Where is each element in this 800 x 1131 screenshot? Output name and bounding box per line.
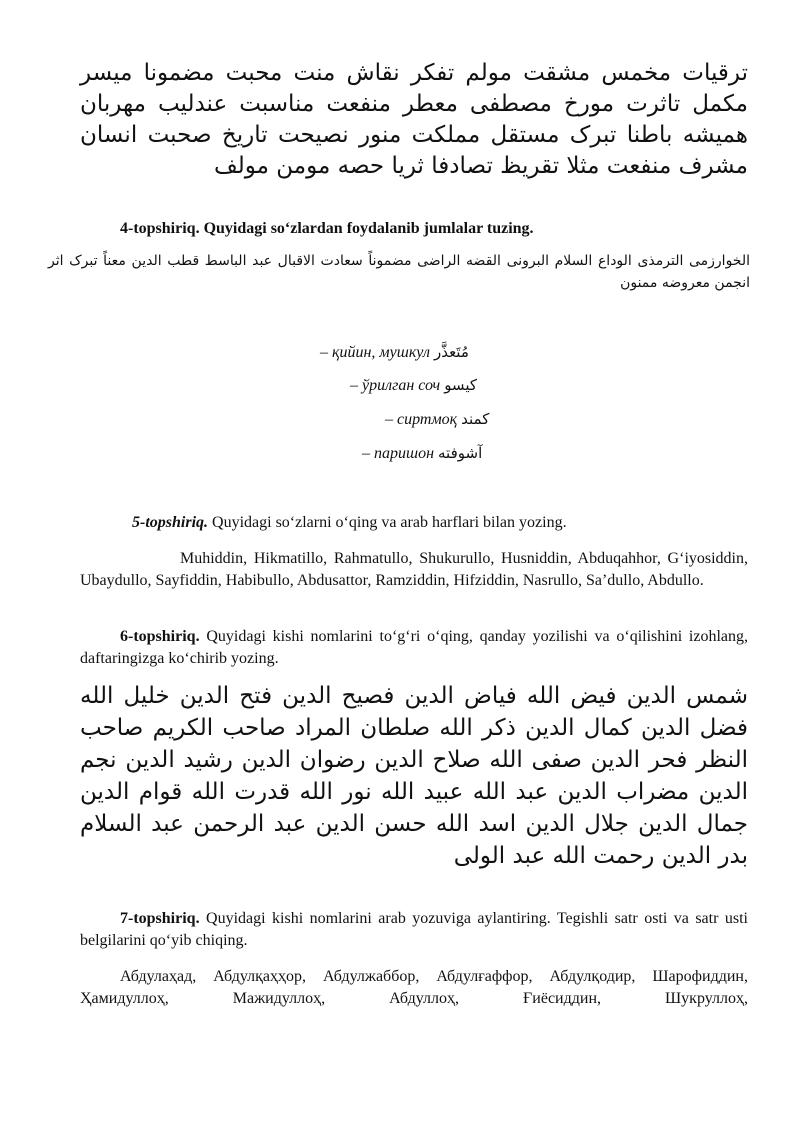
arabic-word-list: ترقیات مخمس مشقت مولم تفکر نقاش منت محبت مضمونا میسر مکمل تاثرت مورخ مصطفی معطر منفعت مناسبت عندلیب مهربان همیشه باطنا تبرک مستقل مملکت منور نصیحت تاریخ صحبت انسان مشرف منفعت مثلا تقریظ تصادفا ثریا حصه مومن مولف — [80, 60, 748, 179]
task7-names: Абдулаҳад, Абдулқаҳҳор, Абдулжаббор, Абдулғаффор, Абдулқодир, Шарофиддин, Ҳамидуллоҳ, Мажидуллоҳ, Абдуллоҳ, Ғиёсиддин, Шукруллоҳ, — [80, 968, 748, 1007]
vocab-cyrillic: сиртмоқ — [397, 411, 458, 428]
task7-instruction — [80, 908, 748, 952]
task5-label: 5-topshiriq. — [132, 514, 209, 531]
vocab-arabic: آشوفته — [438, 444, 483, 462]
vocab-arabic: کیسو — [444, 376, 477, 394]
task5-names: Muhiddin, Hikmatillo, Rahmatullo, Shukurullo, Husniddin, Abduqahhor, G‘iyosiddin, Ubaydullo, Sayfiddin, Habibullo, Abdusattor, Ramziddin, Hifziddin, Nasrullo, Sa’dullo, Abdullo. — [80, 550, 748, 589]
vocab-arabic: مُتَعذَّر — [433, 343, 469, 361]
task5-instruction — [132, 512, 567, 534]
task6-instruction — [80, 626, 748, 670]
vocab-item — [320, 343, 469, 362]
task4-heading: 4-topshiriq. Quyidagi so‘zlardan foydalanib jumlalar tuzing. — [120, 220, 534, 237]
vocab-item — [362, 444, 482, 463]
task4-arabic-words: الخوارزمی الترمذی الوداع السلام البرونی القضه الراضی مضموناً سعادت الاقبال عبد الباسط قطب الدین معناً تبرک اثر انجمن معروضه ممنون — [48, 253, 750, 291]
vocab-item — [385, 410, 489, 429]
task6-arabic-names: شمس الدین فیض الله فیاض الدین فصیح الدین فتح الدین خلیل الله فضل الدین کمال الدین ذکر الله صلطان المراد صاحب الکریم صاحب النظر فحر الدین صفی الله صلاح الدین رضوان الدین رشید الدین نجم الدین مضراب الدین عبد الله عبید الله نور الله قدرت الله قوام الدین جمال الدین جلال الدین اسد الله حسن الدین عبد الرحمن عبد السلام بدر الدین رحمت الله عبد الولی — [80, 683, 748, 869]
task6-label: 6-topshiriq. — [120, 628, 200, 645]
vocab-dash: – — [362, 445, 370, 462]
vocab-dash: – — [320, 344, 328, 361]
task7-label: 7-topshiriq. — [120, 910, 200, 927]
vocab-dash: – — [350, 377, 358, 394]
task6-text: Quyidagi kishi nomlarini to‘g‘ri o‘qing, qanday yozilishi va o‘qilishini izohlang, daftaringizga ko‘chirib yozing. — [80, 628, 748, 667]
vocab-cyrillic: ўрилган соч — [362, 377, 441, 394]
task7-text: Quyidagi kishi nomlarini arab yozuviga aylantiring. Tegishli satr osti va satr usti belgilarini qo‘yib chiqing. — [80, 910, 748, 949]
vocab-cyrillic: паришон — [374, 445, 435, 462]
task5-text: Quyidagi so‘zlarni o‘qing va arab harflari bilan yozing. — [208, 514, 567, 531]
vocab-dash: – — [385, 411, 393, 428]
vocab-item — [350, 376, 477, 395]
vocab-arabic: کمند — [461, 410, 490, 428]
vocab-cyrillic: қийин, мушкул — [332, 344, 430, 361]
